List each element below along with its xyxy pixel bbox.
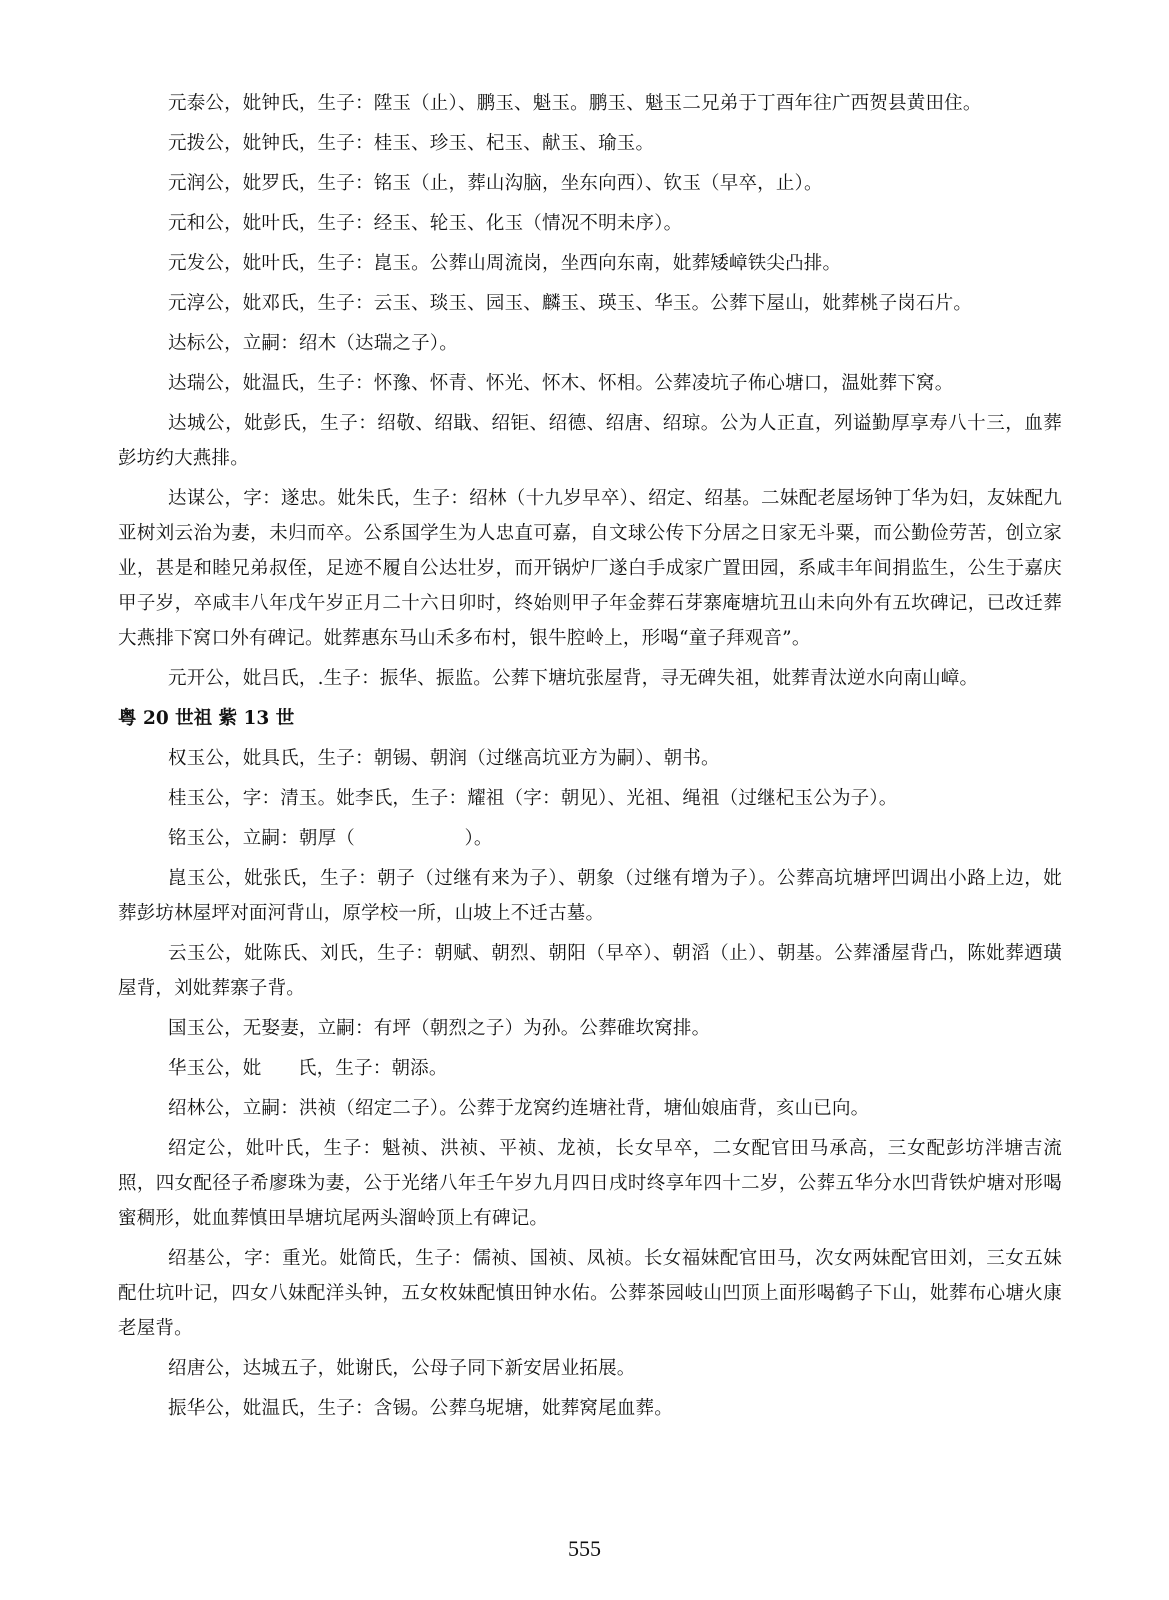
paragraph: 达标公，立嗣：绍木（达瑞之子）。 bbox=[168, 333, 458, 354]
paragraph: 元淳公，妣邓氏，生子：云玉、琰玉、园玉、麟玉、瑛玉、华玉。公葬下屋山，妣葬桃子岗石片。 bbox=[168, 293, 973, 314]
paragraph: 达城公，妣彭氏，生子：绍敬、绍戢、绍钜、绍德、绍唐、绍琼。公为人正直，列谥勤厚享寿八十三，血葬彭坊约大燕排。 bbox=[118, 413, 1062, 469]
paragraph: 达谋公，字：遂忠。妣朱氏，生子：绍林（十九岁早卒）、绍定、绍基。二妹配老屋场钟丁华为妇，友妹配九亚树刘云治为妻，未归而卒。公系国学生为人忠直可嘉，自文球公传下分居之日家无斗粟，而公勤俭劳苦，创立家业，甚是和睦兄弟叔侄，足迹不履自公达壮岁，而开锅炉厂遂白手成家广置田园，系咸丰年间捐监生，公生于嘉庆甲子岁，卒咸丰八年戊午岁正月二十六日卯时，终始则甲子年金葬石芽寨庵塘坑丑山未向外有五坎碑记，已改迁葬大燕排下窝口外有碑记。妣葬惠东马山禾多布村，银牛腔岭上，形喝“童子拜观音”。 bbox=[118, 488, 1062, 649]
paragraph: 铭玉公，立嗣：朝厚（ ）。 bbox=[168, 828, 493, 849]
paragraph: 元开公，妣吕氏，.生子：振华、振监。公葬下塘坑张屋背，寻无碑失祖，妣葬青汰逆水向南山嶂。 bbox=[168, 668, 979, 689]
paragraph: 华玉公，妣 氏，生子：朝添。 bbox=[168, 1058, 448, 1079]
paragraph: 元发公，妣叶氏，生子：崑玉。公葬山周流岗，坐西向东南，妣葬矮嶂铁尖凸排。 bbox=[168, 253, 842, 274]
paragraph: 桂玉公，字：清玉。妣李氏，生子：耀祖（字：朝见）、光祖、绳祖（过继杞玉公为子）。 bbox=[168, 788, 898, 809]
paragraph: 绍林公，立嗣：洪祯（绍定二子）。公葬于龙窝约连塘社背，塘仙娘庙背，亥山已向。 bbox=[168, 1098, 870, 1119]
paragraph: 绍唐公，达城五子，妣谢氏，公母子同下新安居业拓展。 bbox=[168, 1358, 636, 1379]
paragraph: 国玉公，无娶妻，立嗣：有坪（朝烈之子）为孙。公葬碓坎窝排。 bbox=[168, 1018, 711, 1039]
paragraph: 云玉公，妣陈氏、刘氏，生子：朝赋、朝烈、朝阳（早卒）、朝滔（止）、朝基。公葬潘屋背凸，陈妣葬迺璜屋背，刘妣葬寨子背。 bbox=[118, 943, 1062, 999]
paragraph: 达瑞公，妣温氏，生子：怀豫、怀青、怀光、怀木、怀相。公葬凌坑子佈心塘口，温妣葬下窝。 bbox=[168, 373, 954, 394]
paragraph: 振华公，妣温氏，生子：含锡。公葬乌坭塘，妣葬窝尾血葬。 bbox=[168, 1398, 673, 1419]
paragraph: 元和公，妣叶氏，生子：经玉、轮玉、化玉（情况不明未序）。 bbox=[168, 213, 683, 234]
paragraph: 权玉公，妣具氏，生子：朝锡、朝润（过继高坑亚方为嗣）、朝书。 bbox=[168, 748, 720, 769]
paragraph: 元润公，妣罗氏，生子：铭玉（止，葬山沟脑，坐东向西）、钦玉（早卒，止）。 bbox=[168, 173, 823, 194]
paragraph: 元泰公，妣钟氏，生子：陞玉（止）、鹏玉、魁玉。鹏玉、魁玉二兄弟于丁酉年往广西贺县黄田住。 bbox=[168, 93, 982, 114]
paragraph: 元拨公，妣钟氏，生子：桂玉、珍玉、杞玉、献玉、瑜玉。 bbox=[168, 133, 655, 154]
paragraph: 绍定公，妣叶氏，生子：魁祯、洪祯、平祯、龙祯，长女早卒，二女配官田马承高，三女配彭坊泮塘吉流照，四女配径子希廖珠为妻，公于光绪八年壬午岁九月四日戌时终享年四十二岁，公葬五华分水凹背铁炉塘对形喝蜜稠形，妣血葬慎田旱塘坑尾两头溜岭顶上有碑记。 bbox=[118, 1138, 1062, 1229]
paragraph: 崑玉公，妣张氏，生子：朝子（过继有来为子）、朝象（过继有增为子）。公葬高坑塘坪凹调出小路上边，妣葬彭坊林屋坪对面河背山，原学校一所，山坡上不迁古墓。 bbox=[118, 868, 1062, 924]
page-number: 555 bbox=[568, 1536, 601, 1561]
paragraph: 绍基公，字：重光。妣简氏，生子：儒祯、国祯、凤祯。长女福妹配官田马，次女两妹配官田刘，三女五妹配仕坑叶记，四女八妹配洋头钟，五女枚妹配慎田钟水佑。公葬茶园岐山凹顶上面形喝鹤子下山，妣葬布心塘火康老屋背。 bbox=[118, 1248, 1062, 1339]
section-heading: 粤 20 世祖 紫 13 世 bbox=[118, 708, 295, 729]
page-body bbox=[118, 86, 1062, 1431]
